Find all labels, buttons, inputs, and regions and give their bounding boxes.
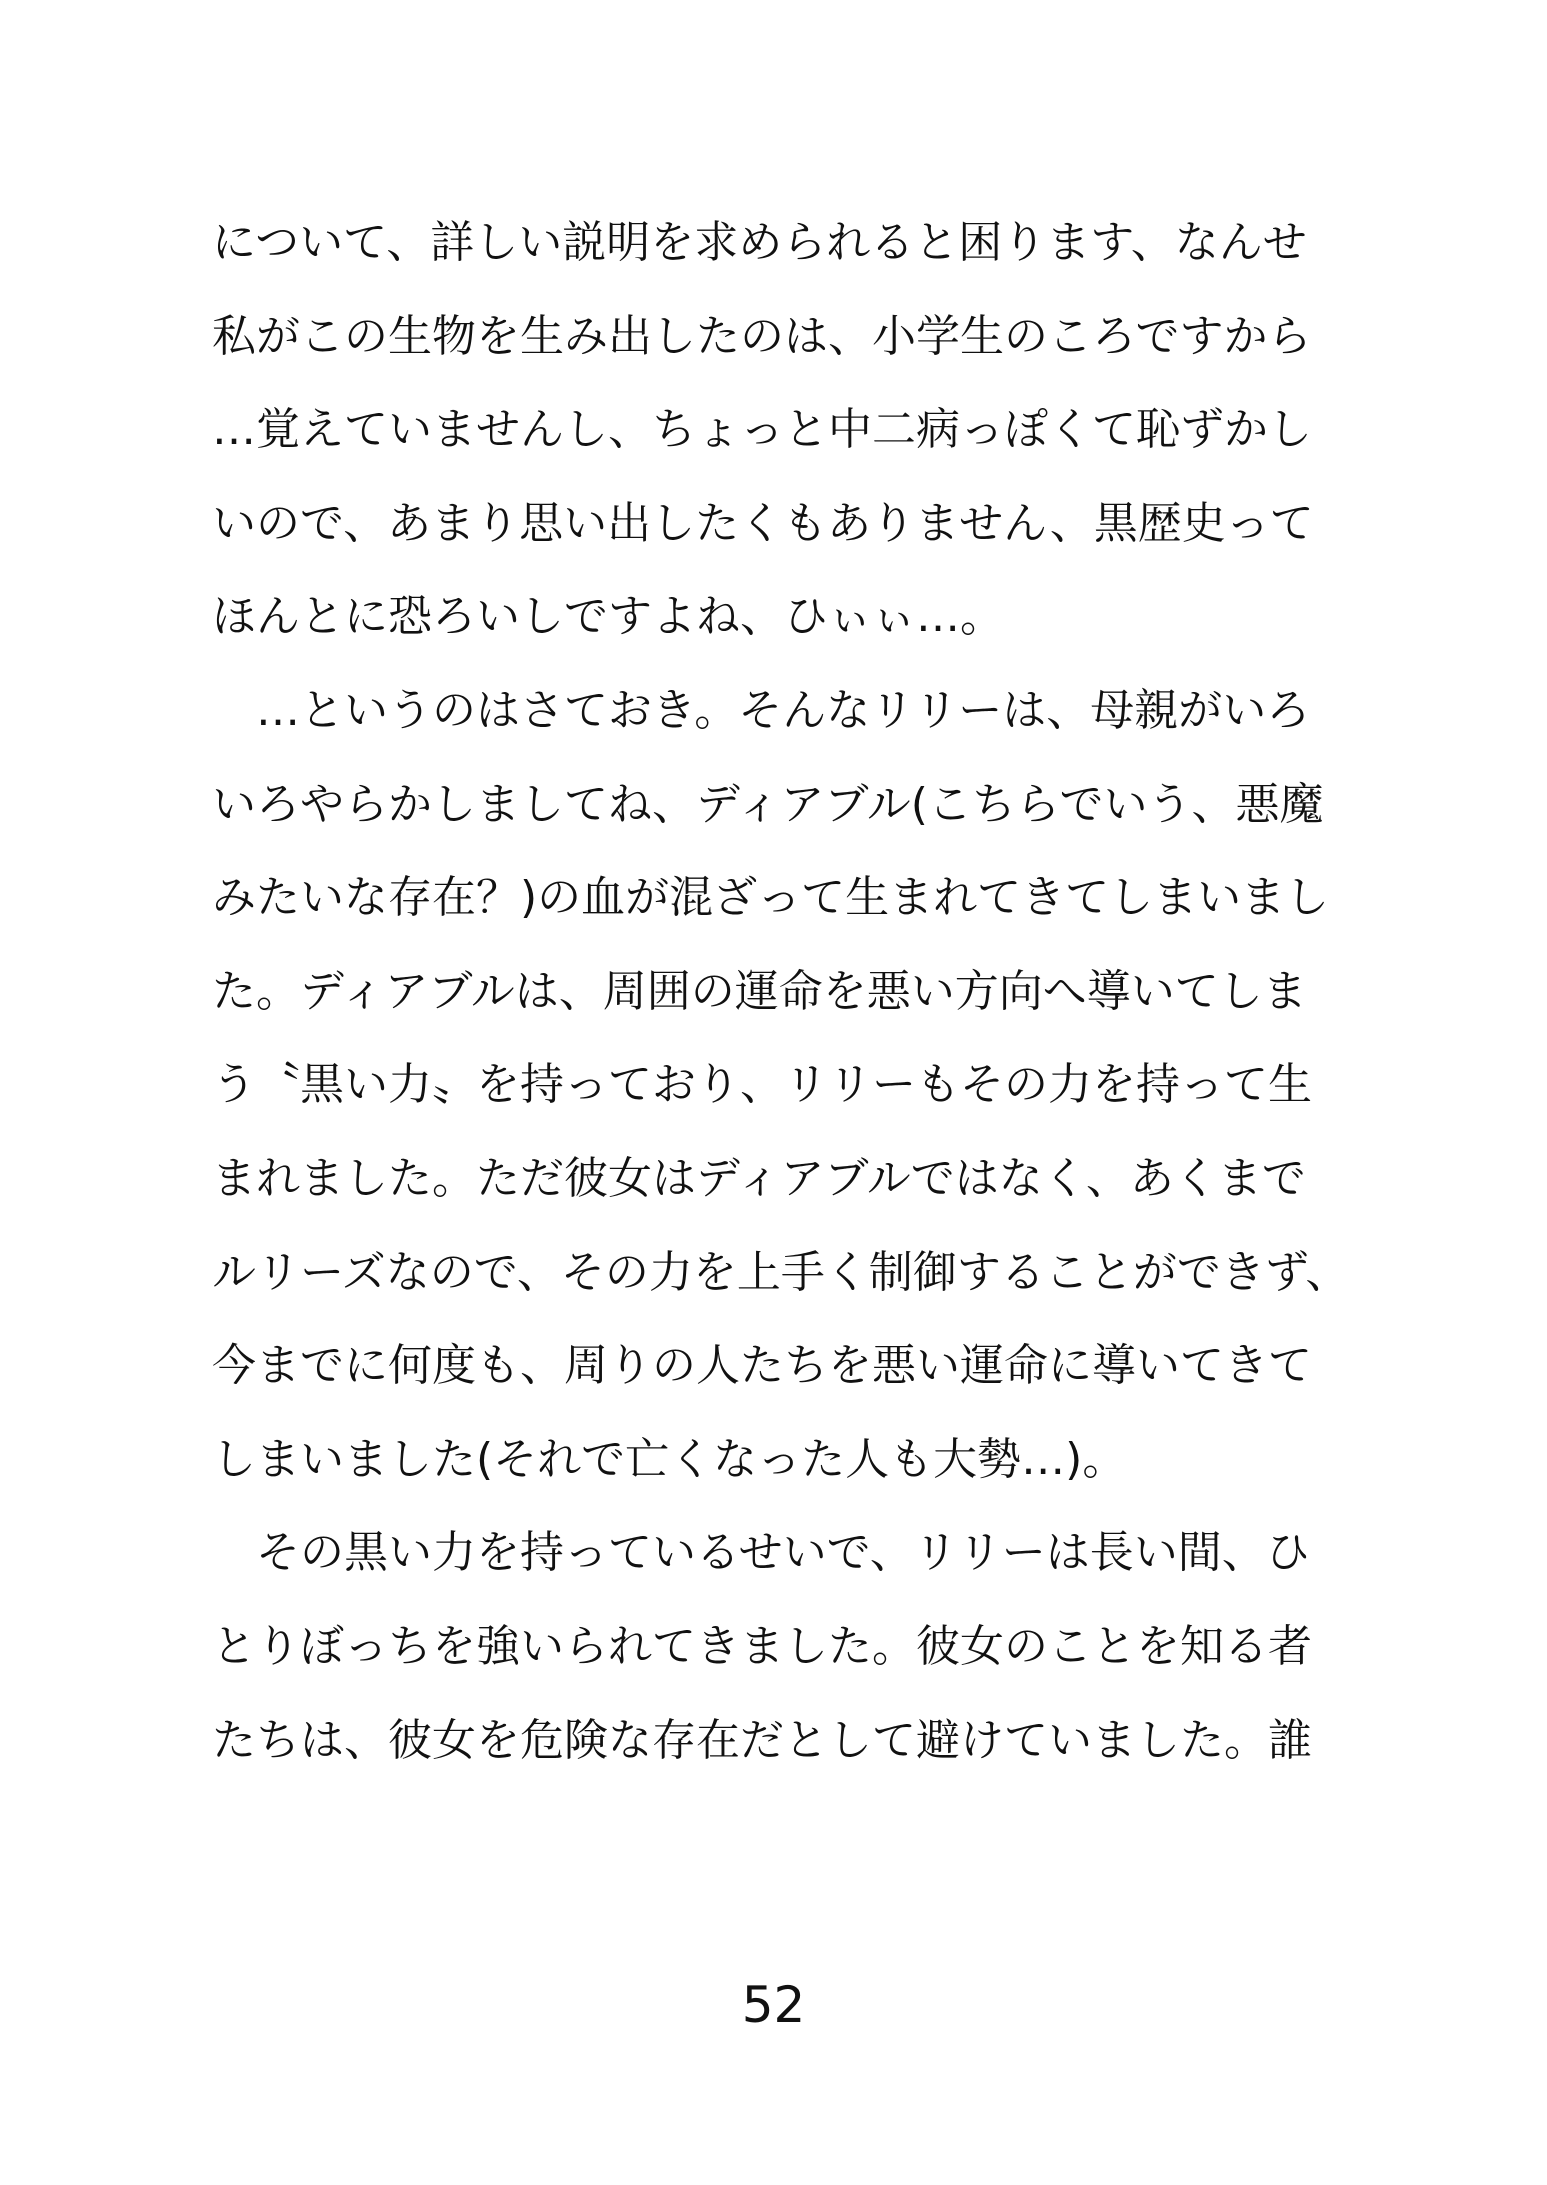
text-line: まれました。ただ彼女はディアブルではなく、あくまで [212,1152,1306,1204]
text-line: ルリーズなので、その力を上手く制御することができず、 [212,1246,1350,1298]
text-line: …というのはさておき。そんなリリーは、母親がいろ [212,684,1311,736]
text-line: う〝黒い力〟を持っており、リリーもその力を持って生 [212,1059,1312,1111]
text-line: いろやらかしましてね、ディアブル(こちらでいう、悪魔 [212,778,1324,830]
text-line: ほんとに恐ろいしですよね、ひぃぃ…。 [212,591,1004,643]
text-line: その黒い力を持っているせいで、リリーは長い間、ひ [212,1527,1310,1579]
page-number: 52 [741,1976,806,2034]
text-line: …覚えていませんし、ちょっと中二病っぽくて恥ずかし [212,404,1312,456]
body-text [212,208,1372,1799]
text-line: しまいました(それで亡くなった人も大勢…)。 [212,1433,1127,1485]
text-line: いので、あまり思い出したくもありません、黒歴史って [212,497,1314,549]
text-line: について、詳しい説明を求められると困ります、なんせ [212,217,1307,268]
text-line: たちは、彼女を危険な存在だとして避けていました。誰 [212,1714,1312,1766]
text-line: とりぼっちを強いられてきました。彼女のことを知る者 [212,1620,1312,1672]
text-line: 今までに何度も、周りの人たちを悪い運命に導いてきて [212,1340,1312,1392]
text-line: 私がこの生物を生み出したのは、小学生のころですから [212,310,1312,362]
text-line: みたいな存在？)の血が混ざって生まれてきてしまいまし [212,872,1330,924]
text-line: た。ディアブルは、周囲の運命を悪い方向へ導いてしま [212,965,1307,1017]
